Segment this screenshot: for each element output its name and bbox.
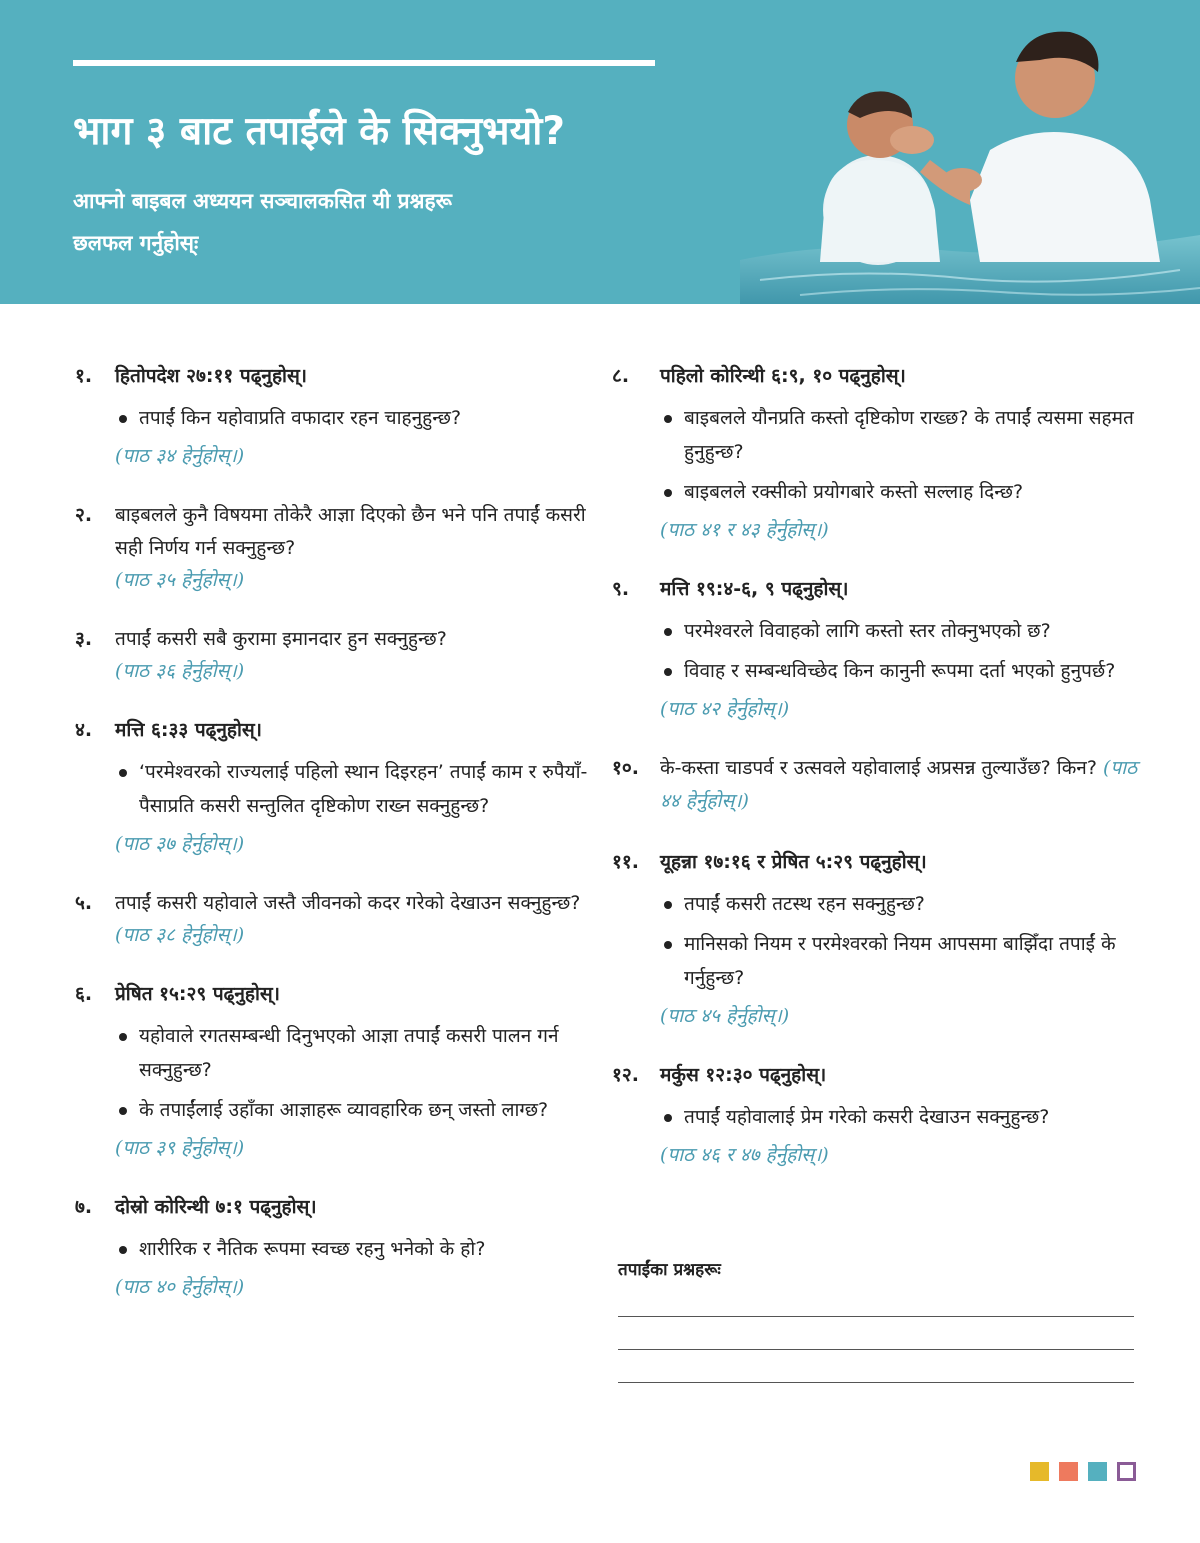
bullet-item xyxy=(115,755,595,823)
subtitle-line-2: छलफल गर्नुहोस्ः xyxy=(73,231,199,255)
bullet-list xyxy=(660,1100,1142,1134)
bullet-item xyxy=(115,1232,595,1266)
question-text xyxy=(115,1191,595,1224)
bullet-dot-icon xyxy=(664,941,672,949)
bullet-list xyxy=(115,1232,595,1266)
bullet-list xyxy=(660,401,1142,509)
bullet-dot-icon xyxy=(664,628,672,636)
question-text-content: मर्कुस १२:३० पढ्नुहोस्। xyxy=(660,1064,827,1086)
question-item xyxy=(75,499,595,595)
question-text-content: हितोपदेश २७:११ पढ्नुहोस्। xyxy=(115,365,307,387)
question-text xyxy=(660,573,1142,606)
question-item xyxy=(612,846,1142,1031)
bullet-dot-icon xyxy=(119,1033,127,1041)
question-text-content: के-कस्ता चाडपर्व र उत्सवले यहोवालाई अप्रसन्न तुल्याउँछ? किन? xyxy=(660,757,1097,779)
teal-square xyxy=(1088,1462,1107,1481)
question-text-content: पहिलो कोरिन्थी ६:९, १० पढ्नुहोस्। xyxy=(660,365,906,387)
question-text xyxy=(115,499,595,565)
questions-left-column xyxy=(75,360,595,1330)
question-text xyxy=(660,846,1142,879)
question-number: ६. xyxy=(75,983,93,1005)
bullet-text: तपाईं किन यहोवाप्रति वफादार रहन चाहनुहुन्छ? xyxy=(139,407,462,429)
lesson-reference: (पाठ ३७ हेर्नुहोस्।) xyxy=(115,833,245,855)
question-item xyxy=(612,573,1142,724)
question-text xyxy=(660,752,1142,818)
question-number: १२. xyxy=(612,1064,639,1086)
question-number: ५. xyxy=(75,892,93,914)
bullet-list xyxy=(115,401,595,435)
question-text xyxy=(115,978,595,1011)
bullet-item xyxy=(660,475,1142,509)
bullet-item xyxy=(115,1019,595,1087)
lesson-reference: (पाठ ३५ हेर्नुहोस्।) xyxy=(115,569,245,591)
lesson-reference: (पाठ ३९ हेर्नुहोस्।) xyxy=(115,1137,245,1159)
bullet-dot-icon xyxy=(664,415,672,423)
question-text xyxy=(115,623,595,656)
your-questions-section xyxy=(618,1256,1134,1383)
question-item xyxy=(612,752,1142,818)
question-item xyxy=(75,1191,595,1302)
bullet-list xyxy=(660,887,1142,995)
question-text xyxy=(115,360,595,393)
bullet-dot-icon xyxy=(664,668,672,676)
color-squares xyxy=(1030,1462,1136,1481)
lesson-reference: (पाठ ४४ हेर्नुहोस्।) xyxy=(660,757,1138,812)
question-item xyxy=(75,714,595,859)
your-questions-label: तपाईंका प्रश्नहरूः xyxy=(618,1260,721,1280)
question-text xyxy=(660,1059,1142,1092)
question-number: ७. xyxy=(75,1196,93,1218)
bullet-item xyxy=(660,614,1142,648)
bullet-dot-icon xyxy=(664,489,672,497)
page-title: भाग ३ बाट तपाईंले के सिक्नुभयो? xyxy=(73,109,565,154)
question-text-content: मत्ति ६:३३ पढ्नुहोस्। xyxy=(115,719,262,741)
lesson-reference: (पाठ ३४ हेर्नुहोस्।) xyxy=(115,445,245,467)
header-banner xyxy=(0,0,1200,304)
bullet-text: तपाईं यहोवालाई प्रेम गरेको कसरी देखाउन सक्नुहुन्छ? xyxy=(684,1106,1050,1128)
lesson-reference: (पाठ ३६ हेर्नुहोस्।) xyxy=(115,660,245,682)
question-item xyxy=(612,360,1142,545)
bullet-item xyxy=(660,654,1142,688)
answer-line[interactable] xyxy=(618,1382,1134,1383)
bullet-item xyxy=(115,1093,595,1127)
orange-square xyxy=(1059,1462,1078,1481)
bullet-item xyxy=(660,401,1142,469)
bullet-item xyxy=(115,401,595,435)
questions-right-column xyxy=(612,360,1142,1198)
question-text xyxy=(660,360,1142,393)
question-item xyxy=(612,1059,1142,1170)
purple-outline-square xyxy=(1117,1462,1136,1481)
bullet-dot-icon xyxy=(119,1107,127,1115)
bullet-text: बाइबलले यौनप्रति कस्तो दृष्टिकोण राख्छ? के तपाईं त्यसमा सहमत हुनुहुन्छ? xyxy=(684,407,1134,463)
page-subtitle xyxy=(73,180,633,264)
bullet-list xyxy=(115,1019,595,1127)
bullet-text: बाइबलले रक्सीको प्रयोगबारे कस्तो सल्लाह दिन्छ? xyxy=(684,481,1024,503)
question-number: ९. xyxy=(612,578,630,600)
bullet-text: यहोवाले रगतसम्बन्धी दिनुभएको आज्ञा तपाईं कसरी पालन गर्न सक्नुहुन्छ? xyxy=(139,1025,559,1081)
question-item xyxy=(75,360,595,471)
question-text xyxy=(115,887,595,920)
bullet-dot-icon xyxy=(119,415,127,423)
bullet-item xyxy=(660,887,1142,921)
bullet-item xyxy=(660,927,1142,995)
lesson-reference: (पाठ ३८ हेर्नुहोस्।) xyxy=(115,924,245,946)
bullet-text: के तपाईंलाई उहाँका आज्ञाहरू व्यावहारिक छन् जस्तो लाग्छ? xyxy=(139,1099,549,1121)
header-rule xyxy=(73,60,655,66)
question-item xyxy=(75,623,595,686)
yellow-square xyxy=(1030,1462,1049,1481)
bullet-list xyxy=(115,755,595,823)
bullet-text: ‘परमेश्वरको राज्यलाई पहिलो स्थान दिइरहन’ तपाईं काम र रुपैयाँ-पैसाप्रति कसरी सन्तुलित दृष्टिकोण राख्न सक्नुहुन्छ? xyxy=(139,761,588,817)
question-item xyxy=(75,978,595,1163)
bullet-list xyxy=(660,614,1142,688)
bullet-text: शारीरिक र नैतिक रूपमा स्वच्छ रहनु भनेको के हो? xyxy=(139,1238,486,1260)
lesson-reference: (पाठ ४५ हेर्नुहोस्।) xyxy=(660,1005,790,1027)
question-number: ११. xyxy=(612,851,639,873)
question-text-content: बाइबलले कुनै विषयमा तोकेरै आज्ञा दिएको छैन भने पनि तपाईं कसरी सही निर्णय गर्न सक्नुहुन्छ? xyxy=(115,504,586,559)
question-number: ३. xyxy=(75,628,93,650)
question-text xyxy=(115,714,595,747)
question-number: २. xyxy=(75,504,93,526)
lesson-reference: (पाठ ४१ र ४३ हेर्नुहोस्।) xyxy=(660,519,829,541)
bullet-text: विवाह र सम्बन्धविच्छेद किन कानुनी रूपमा दर्ता भएको हुनुपर्छ? xyxy=(684,660,1116,682)
bullet-text: परमेश्वरले विवाहको लागि कस्तो स्तर तोक्नुभएको छ? xyxy=(684,620,1051,642)
question-text-content: यूहन्ना १७:१६ र प्रेषित ५:२९ पढ्नुहोस्। xyxy=(660,851,927,873)
question-number: १०. xyxy=(612,757,639,779)
answer-line[interactable] xyxy=(618,1349,1134,1350)
question-number: ८. xyxy=(612,365,630,387)
bullet-item xyxy=(660,1100,1142,1134)
question-item xyxy=(75,887,595,950)
question-text-content: प्रेषित १५:२९ पढ्नुहोस्। xyxy=(115,983,280,1005)
bullet-text: मानिसको नियम र परमेश्वरको नियम आपसमा बाझिँदा तपाईं के गर्नुहुन्छ? xyxy=(684,933,1116,989)
question-text-content: तपाईं कसरी सबै कुरामा इमानदार हुन सक्नुहुन्छ? xyxy=(115,628,447,650)
question-number: ४. xyxy=(75,719,93,741)
subtitle-line-1: आफ्नो बाइबल अध्ययन सञ्चालकसित यी प्रश्नहरू xyxy=(73,189,452,213)
baptism-illustration xyxy=(740,0,1200,304)
bullet-dot-icon xyxy=(119,769,127,777)
bullet-dot-icon xyxy=(664,1114,672,1122)
bullet-dot-icon xyxy=(664,901,672,909)
bullet-dot-icon xyxy=(119,1246,127,1254)
lesson-reference: (पाठ ४२ हेर्नुहोस्।) xyxy=(660,698,790,720)
lesson-reference: (पाठ ४६ र ४७ हेर्नुहोस्।) xyxy=(660,1144,829,1166)
question-text-content: मत्ति १९:४-६, ९ पढ्नुहोस्। xyxy=(660,578,849,600)
question-text-content: दोस्रो कोरिन्थी ७:१ पढ्नुहोस्। xyxy=(115,1196,317,1218)
question-number: १. xyxy=(75,365,93,387)
question-text-content: तपाईं कसरी यहोवाले जस्तै जीवनको कदर गरेको देखाउन सक्नुहुन्छ? xyxy=(115,892,581,914)
answer-line[interactable] xyxy=(618,1316,1134,1317)
lesson-reference: (पाठ ४० हेर्नुहोस्।) xyxy=(115,1276,245,1298)
bullet-text: तपाईं कसरी तटस्थ रहन सक्नुहुन्छ? xyxy=(684,893,925,915)
